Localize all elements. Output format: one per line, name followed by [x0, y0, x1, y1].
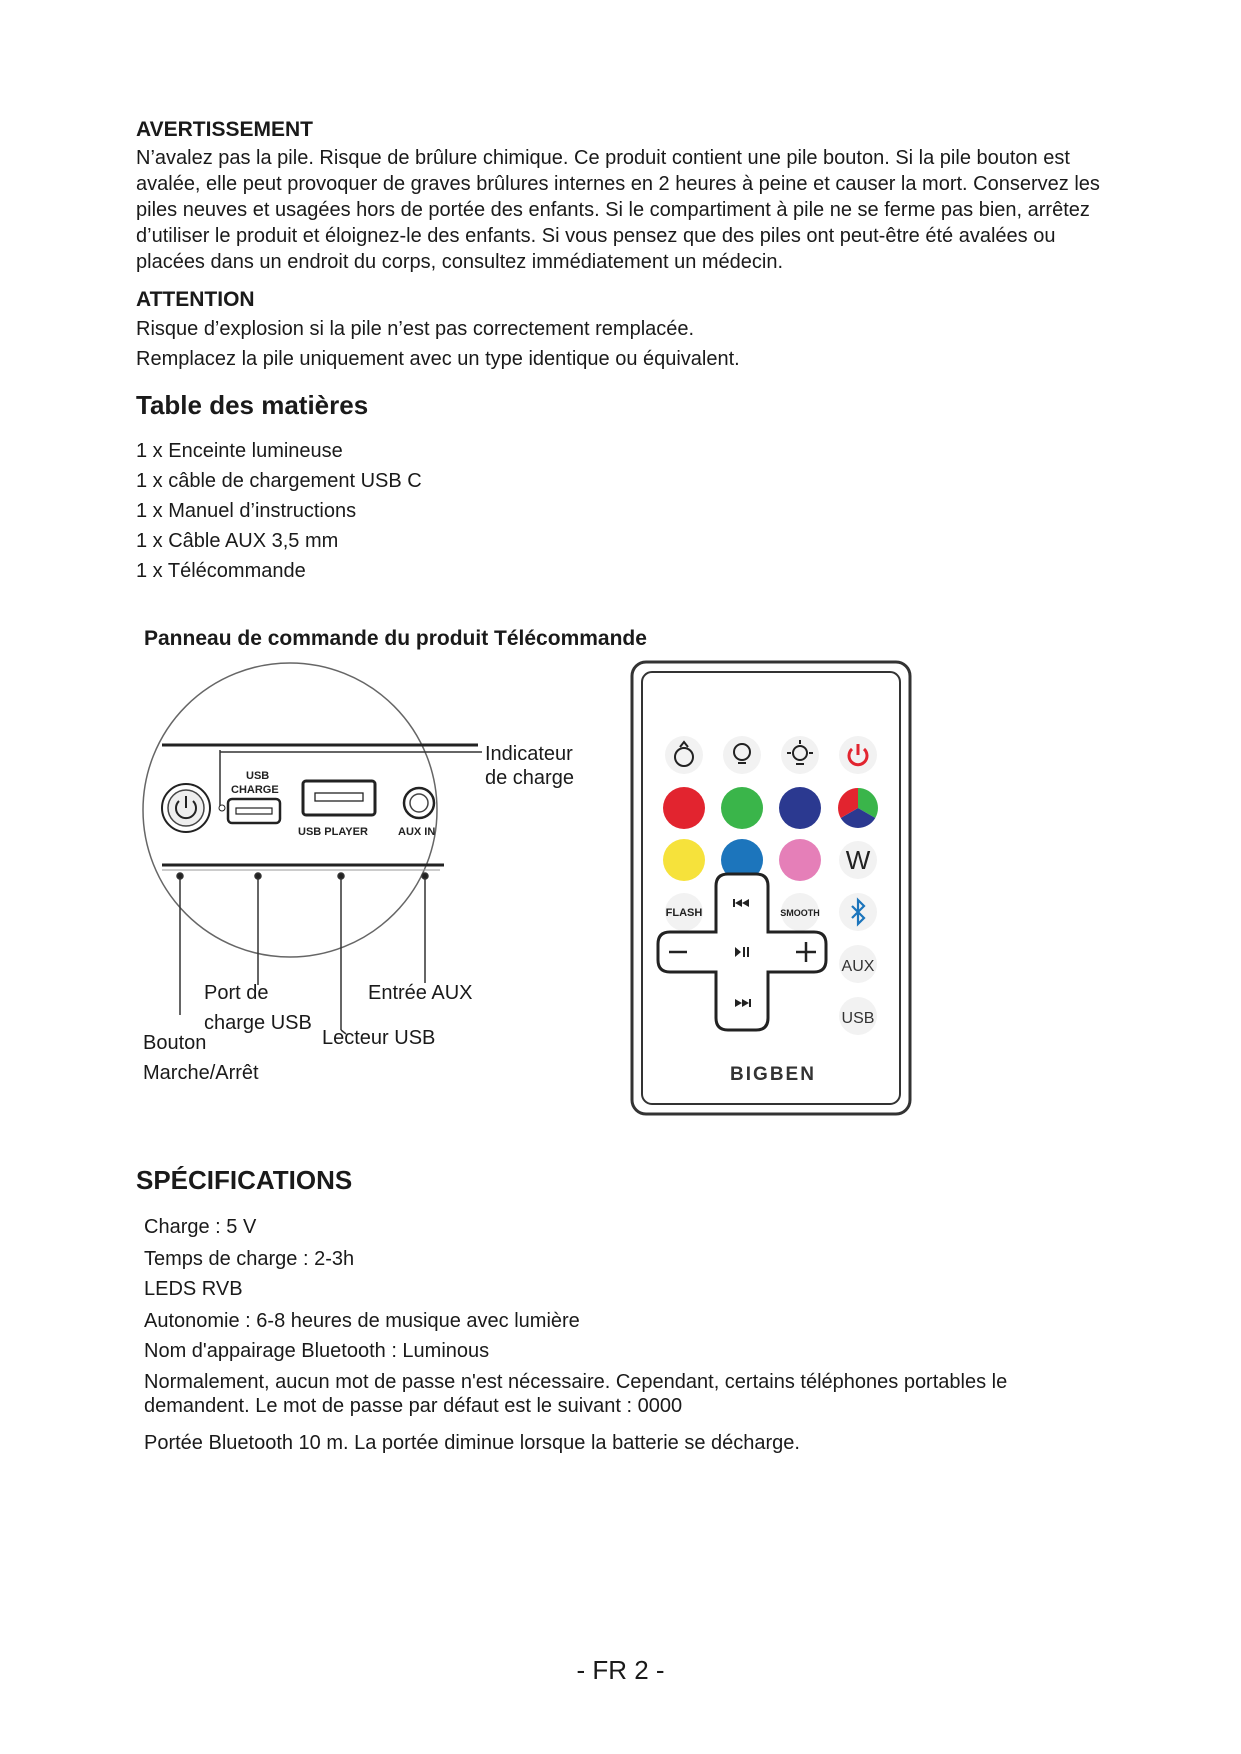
flash-label: FLASH	[665, 907, 703, 919]
spec-pairing-name: Nom d'appairage Bluetooth : Luminous	[144, 1340, 490, 1362]
color-button-green	[721, 787, 763, 829]
callout-power-line-1: Bouton	[143, 1032, 207, 1054]
color-button-navy	[779, 787, 821, 829]
bulb-dim-icon	[723, 736, 761, 774]
smooth-label: SMOOTH	[780, 908, 820, 918]
aux-label: AUX	[841, 958, 875, 975]
diagram-title: Panneau de commande du produit Télécommande	[144, 627, 647, 650]
remote-control-illustration	[630, 660, 912, 1120]
white-mode-label: W	[845, 845, 871, 875]
spec-leds: LEDS RVB	[144, 1278, 243, 1300]
list-item: 1 x Manuel d’instructions	[136, 500, 357, 522]
spec-charge: Charge : 5 V	[144, 1216, 257, 1238]
list-item: 1 x câble de chargement USB C	[136, 470, 422, 492]
bulb-bright-icon	[781, 736, 819, 774]
contents-list	[136, 436, 422, 586]
callout-charge-port-line-2: charge USB	[204, 1012, 312, 1034]
list-item: 1 x Enceinte lumineuse	[136, 440, 343, 462]
callout-indicator-line-2: de charge	[485, 767, 574, 789]
aux-jack-icon	[404, 788, 434, 818]
color-button-pink	[779, 839, 821, 881]
callout-aux-input: Entrée AUX	[368, 982, 473, 1004]
aux-in-label: AUX IN	[398, 826, 436, 838]
spec-charge-time: Temps de charge : 2-3h	[144, 1248, 355, 1270]
specifications-title: SPÉCIFICATIONS	[136, 1165, 353, 1195]
callout-charge-port-line-1: Port de	[204, 982, 269, 1004]
usb-charge-label-1: USB	[246, 770, 270, 782]
power-button-icon	[162, 784, 210, 832]
usb-player-label: USB PLAYER	[298, 826, 368, 838]
attention-line-2: Remplacez la pile uniquement avec un type identique ou équivalent.	[136, 348, 740, 370]
warning-title: AVERTISSEMENT	[136, 118, 313, 141]
list-item: 1 x Câble AUX 3,5 mm	[136, 530, 339, 552]
callout-power-line-2: Marche/Arrêt	[143, 1062, 259, 1084]
spec-autonomy: Autonomie : 6-8 heures de musique avec lumière	[144, 1310, 580, 1332]
attention-title: ATTENTION	[136, 288, 255, 311]
page-number: - FR 2 -	[576, 1655, 665, 1685]
brand-logo: BIGBEN	[730, 1064, 816, 1085]
callout-usb-player: Lecteur USB	[322, 1027, 436, 1049]
spec-password: Normalement, aucun mot de passe n'est nécessaire. Cependant, certains téléphones portables le demandent. Le mot de passe par défaut est le suivant : 0000	[144, 1371, 1008, 1417]
color-button-red	[663, 787, 705, 829]
color-button-yellow	[663, 839, 705, 881]
brightness-down-icon	[665, 736, 703, 774]
usb-label: USB	[841, 1010, 875, 1027]
usb-charge-label-2: CHARGE	[231, 784, 279, 796]
callout-indicator-line-1: Indicateur	[485, 743, 573, 765]
contents-title: Table des matières	[136, 390, 369, 420]
spec-range: Portée Bluetooth 10 m. La portée diminue lorsque la batterie se décharge.	[144, 1432, 800, 1454]
list-item: 1 x Télécommande	[136, 560, 306, 582]
power-icon	[839, 736, 877, 774]
warning-text: N’avalez pas la pile. Risque de brûlure chimique. Ce produit contient une pile bouton. Si la pile bouton est avalée, elle peut provoquer de graves brûlures internes en 2 heures à peine et causer la mort. Conservez les piles neuves et usagées hors de portée des enfants. Si le compartiment à pile ne se ferme pas bien, arrêtez d’utiliser le produit et éloignez-le des enfants. Si vous pensez que des piles ont peut-être été avalées ou placées dans un endroit du corps, consultez immédiatement un médecin.	[136, 147, 1100, 273]
control-panel-illustration	[140, 660, 500, 980]
attention-line-1: Risque d’explosion si la pile n’est pas correctement remplacée.	[136, 318, 695, 340]
rgb-cycle-icon	[838, 788, 878, 828]
bluetooth-icon	[839, 893, 877, 931]
